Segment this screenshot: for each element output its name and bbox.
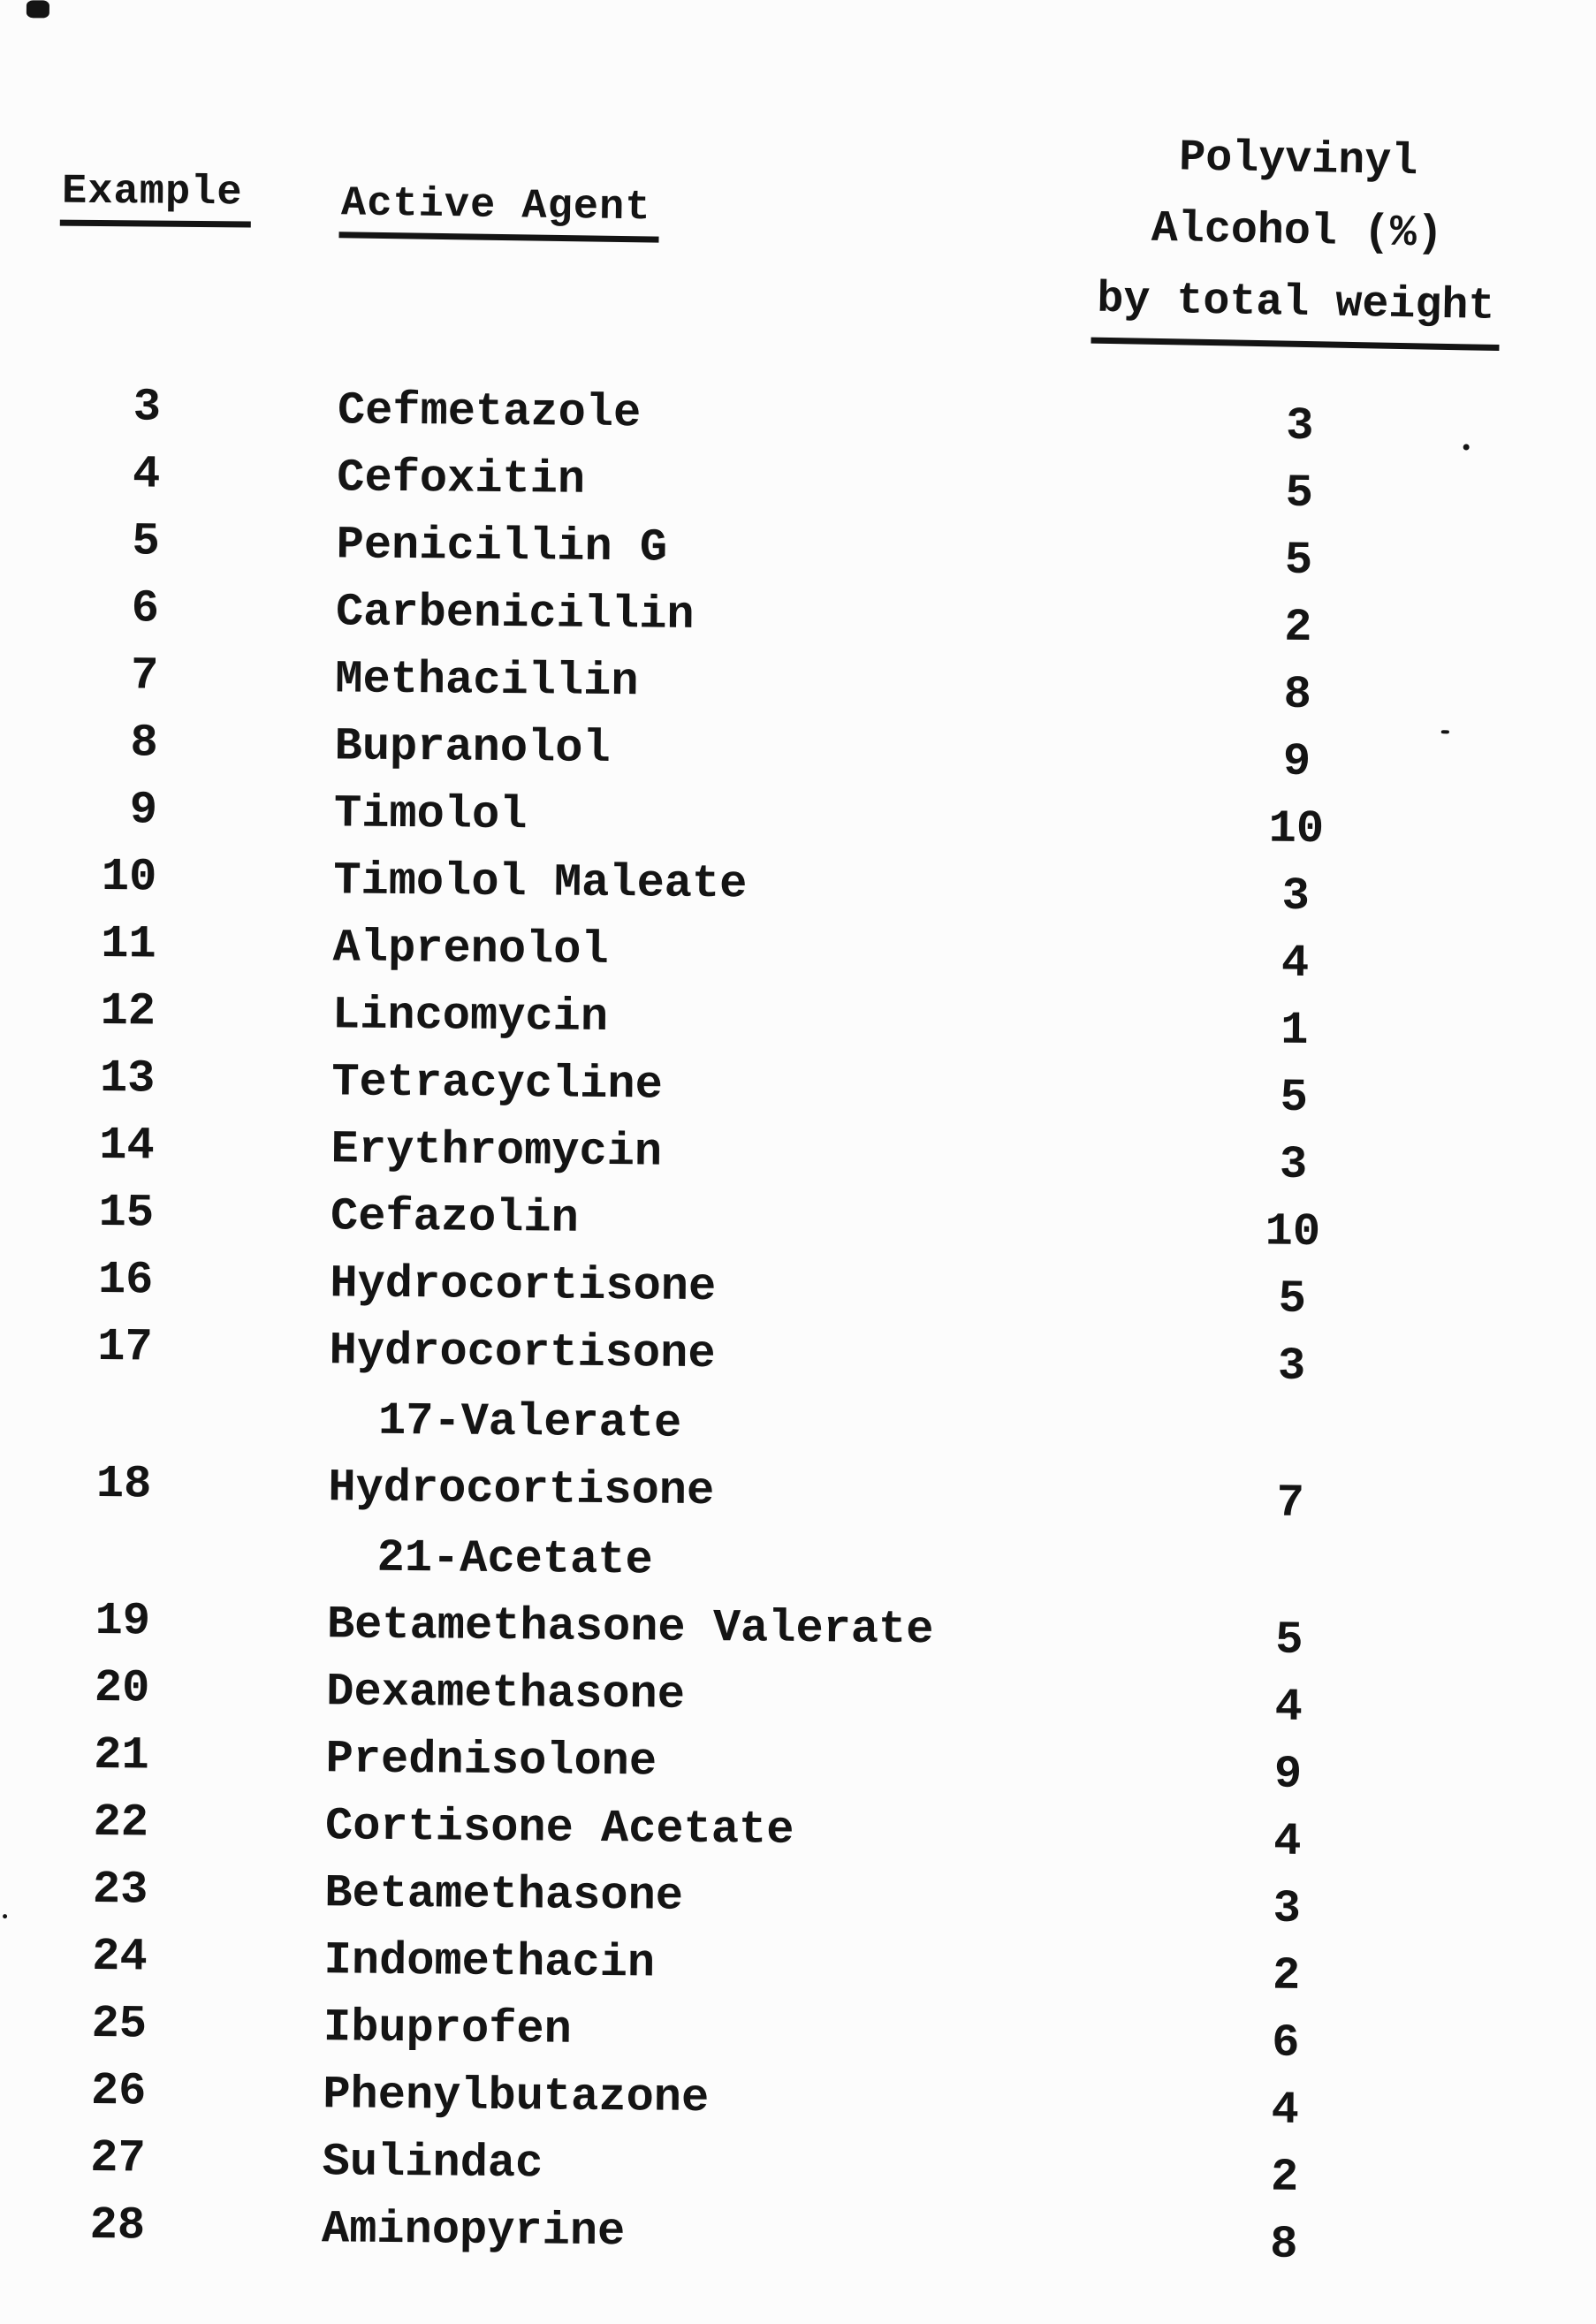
example-number: 9 (129, 784, 158, 837)
polyvinyl-alcohol-percent: 5 (1284, 534, 1313, 587)
column-header-active-agent-label: Active Agent (338, 180, 659, 242)
active-agent-name: Indomethacin (323, 1934, 656, 1990)
active-agent-name: Timolol Maleate (333, 854, 748, 911)
table-body (0, 380, 1592, 2280)
active-agent-name: Methacillin (335, 653, 639, 709)
example-number: 13 (99, 1052, 156, 1105)
polyvinyl-alcohol-percent: 4 (1281, 937, 1310, 990)
pva-header-line-1: Polyvinyl (1178, 133, 1418, 188)
example-number: 14 (99, 1120, 155, 1173)
active-agent-name: Cefmetazole (337, 384, 642, 440)
example-number: 5 (132, 515, 160, 568)
scan-speck (3, 1914, 7, 1918)
active-agent-name: Cortisone Acetate (324, 1800, 794, 1857)
polyvinyl-alcohol-percent: 5 (1278, 1272, 1307, 1325)
polyvinyl-alcohol-percent: 3 (1277, 1340, 1306, 1393)
example-number: 16 (97, 1254, 154, 1307)
example-number: 17 (97, 1321, 153, 1374)
active-agent-name: Sulindac (322, 2136, 543, 2191)
polyvinyl-alcohol-percent: 2 (1272, 1949, 1301, 2002)
polyvinyl-alcohol-percent: 3 (1281, 870, 1311, 923)
pva-header-line-2: Alcohol (%) (1151, 203, 1444, 260)
active-agent-name: Alprenolol (332, 922, 609, 977)
active-agent-name-continuation: 21-Acetate (376, 1531, 653, 1587)
active-agent-name: Betamethasone (324, 1867, 684, 1923)
active-agent-name: Erythromycin (331, 1123, 663, 1179)
polyvinyl-alcohol-percent: 5 (1274, 1614, 1303, 1667)
active-agent-name: Dexamethasone (326, 1666, 686, 1721)
example-number: 27 (90, 2131, 146, 2185)
active-agent-name: Hydrocortisone (330, 1257, 717, 1314)
active-agent-name: Prednisolone (325, 1733, 657, 1789)
example-number: 6 (131, 582, 160, 635)
active-agent-name: Tetracycline (331, 1056, 664, 1112)
example-number: 12 (100, 985, 156, 1038)
example-number: 20 (94, 1662, 150, 1715)
example-number: 15 (98, 1187, 155, 1240)
example-number: 19 (95, 1595, 151, 1648)
active-agent-name: Timolol (333, 787, 528, 842)
example-number: 18 (95, 1458, 152, 1511)
column-header-example (60, 169, 252, 228)
polyvinyl-alcohol-percent: 7 (1276, 1477, 1305, 1530)
polyvinyl-alcohol-percent: 1 (1281, 1004, 1309, 1057)
polyvinyl-alcohol-percent: 5 (1280, 1071, 1309, 1124)
polyvinyl-alcohol-percent: 2 (1283, 601, 1312, 654)
active-agent-name: Phenylbutazone (323, 2069, 710, 2125)
table-row (0, 1320, 1585, 1471)
example-number: 28 (89, 2199, 146, 2252)
scan-speck (27, 0, 49, 18)
table-row (0, 1457, 1584, 1608)
active-agent-name: Cefazolin (330, 1190, 580, 1245)
example-number: 8 (130, 717, 158, 770)
example-number: 25 (91, 1997, 148, 2051)
active-agent-name: Bupranolol (334, 720, 611, 776)
polyvinyl-alcohol-percent: 4 (1274, 1681, 1303, 1734)
active-agent-name: Ibuprofen (323, 2001, 573, 2056)
active-agent-name: Cefoxitin (337, 452, 586, 506)
active-agent-name: Carbenicillin (335, 586, 695, 642)
column-header-polyvinyl-alcohol (1038, 120, 1555, 353)
example-number: 23 (92, 1863, 148, 1917)
scan-speck (1441, 730, 1449, 733)
table-row (0, 2199, 1577, 2280)
polyvinyl-alcohol-percent: 10 (1268, 802, 1325, 856)
polyvinyl-alcohol-percent: 2 (1270, 2151, 1299, 2204)
pva-header-line-3 (1038, 262, 1553, 352)
example-number: 11 (101, 918, 156, 971)
scan-speck (1463, 444, 1470, 450)
example-number: 10 (101, 851, 157, 904)
column-header-active-agent (338, 180, 659, 242)
polyvinyl-alcohol-percent: 4 (1273, 1815, 1302, 1868)
polyvinyl-alcohol-percent: 9 (1282, 735, 1311, 788)
polyvinyl-alcohol-percent: 3 (1273, 1882, 1302, 1935)
example-number: 24 (91, 1930, 148, 1984)
pva-header-line-3-label: by total weight (1091, 264, 1501, 351)
active-agent-name: Hydrocortisone (328, 1462, 715, 1518)
polyvinyl-alcohol-percent: 6 (1272, 2016, 1300, 2070)
active-agent-name: Aminopyrine (321, 2203, 626, 2259)
example-number: 7 (130, 649, 159, 703)
polyvinyl-alcohol-percent: 5 (1285, 467, 1314, 520)
polyvinyl-alcohol-percent: 8 (1283, 668, 1312, 721)
active-agent-name: Penicillin G (336, 519, 668, 574)
active-agent-name: Lincomycin (331, 989, 609, 1044)
active-agent-name-continuation: 17-Valerate (377, 1394, 682, 1450)
polyvinyl-alcohol-percent: 4 (1271, 2084, 1300, 2137)
polyvinyl-alcohol-percent: 9 (1273, 1748, 1303, 1801)
polyvinyl-alcohol-percent: 3 (1285, 399, 1314, 452)
example-number: 26 (90, 2064, 147, 2118)
example-number: 22 (93, 1796, 149, 1849)
polyvinyl-alcohol-percent: 8 (1270, 2218, 1298, 2271)
example-number: 3 (133, 381, 162, 434)
polyvinyl-alcohol-percent: 3 (1279, 1138, 1308, 1191)
column-header-example-label: Example (60, 169, 252, 228)
polyvinyl-alcohol-percent: 10 (1265, 1205, 1321, 1259)
active-agent-name: Hydrocortisone (329, 1325, 716, 1381)
active-agent-name: Betamethasone Valerate (326, 1599, 934, 1657)
example-number: 4 (132, 448, 161, 501)
example-number: 21 (93, 1729, 149, 1782)
